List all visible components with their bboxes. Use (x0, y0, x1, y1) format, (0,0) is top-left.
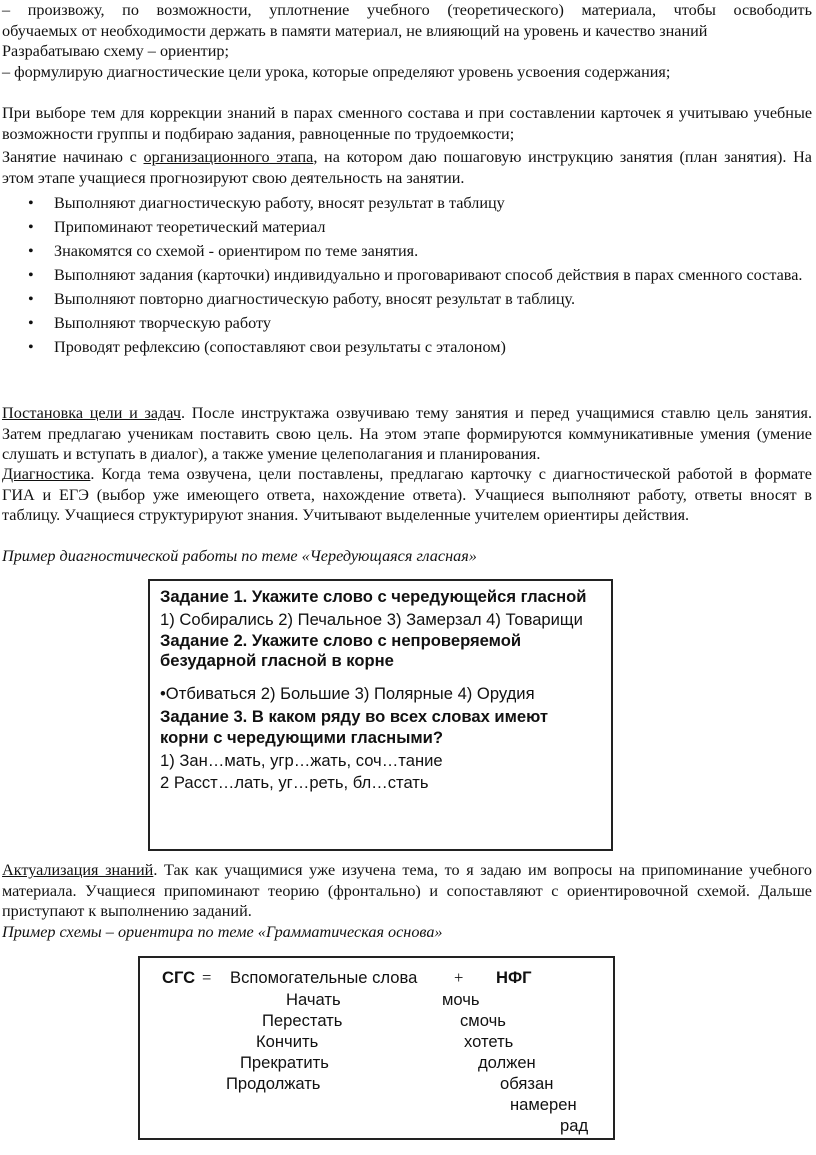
paragraph-organization (2, 147, 812, 188)
scheme-equals: = (202, 968, 212, 987)
scheme-left-word: Кончить (256, 1032, 319, 1051)
intro-line-3: Разрабатываю схему – ориентир; (2, 42, 229, 61)
intro-text (2, 0, 812, 82)
list-item-text: Проводят рефлексию (сопоставляют свои результаты с эталоном) (54, 338, 506, 356)
goal-setting-text: . После инструктажа озвучиваю тему занятия и перед учащимися ставлю цель занятия. Затем предлагаю ученикам поставить свою цель. На этом этапе формируются коммуникативные умения (умение слушать и вступать в диалог), а также умение целеполагания и планирования. (2, 404, 812, 464)
diagnostics-text: . Когда тема озвучена, цели поставлены, предлагаю карточку с диагностической работой в формате ГИА и ЕГЭ (выбор уже имеющего ответа, нахождение ответа). Учащиеся выполняют работу, ответы вносят в таблицу. Учащиеся структурируют знания. Учитывают выделенные учителем ориентиры действия. (2, 465, 812, 525)
intro-line-1: – произвожу, по возможности, уплотнение учебного (теоретического) материала, чтобы освободить (2, 1, 812, 19)
scheme-left-word: Начать (286, 990, 341, 1009)
task-1-heading: Задание 1. Укажите слово с чередующейся гласной (160, 587, 587, 606)
list-item-text: Припоминают теоретический материал (54, 218, 326, 236)
scheme-left-word: Перестать (262, 1011, 343, 1030)
organization-stage-term: организационного этапа (143, 148, 314, 166)
scheme-sgs-label: СГС (162, 968, 196, 987)
paragraph-actualization (2, 860, 812, 922)
task-1-options: 1) Собирались 2) Печальное 3) Замерзал 4) Товарищи (160, 609, 583, 629)
task-3-option-1: 1) Зан…мать, угр…жать, соч…тание (160, 750, 443, 770)
scheme-nfg-label: НФГ (496, 968, 532, 987)
list-item-text: Выполняют повторно диагностическую работу, вносят результат в таблицу. (54, 290, 576, 308)
organization-pre: Занятие начинаю с (2, 148, 144, 166)
caption-scheme-example: Пример схемы – ориентира по теме «Грамматическая основа» (2, 923, 443, 941)
scheme-left-word: Продолжать (226, 1074, 321, 1093)
bullet-icon: • (28, 290, 34, 308)
paragraph-pairs: При выборе тем для коррекции знаний в парах сменного состава и при составлении карточек я учитываю учебные возможности группы и подбираю задания, равноценные по трудоемкости; (2, 104, 812, 143)
list-item (0, 287, 812, 311)
scheme-auxiliary-words: Вспомогательные слова (230, 968, 418, 987)
list-item (0, 263, 812, 287)
task-3-option-2: 2 Расст…лать, уг…реть, бл…стать (160, 773, 429, 793)
paragraph-diagnostics (2, 464, 812, 526)
caption-diagnostic-example: Пример диагностической работы по теме «Чередующаяся гласная» (2, 547, 477, 565)
lesson-steps-list (0, 191, 812, 359)
list-item-text: Выполняют диагностическую работу, вносят результат в таблицу (54, 194, 505, 212)
list-item (0, 239, 812, 263)
scheme-right-word: мочь (442, 990, 480, 1009)
list-item (0, 191, 812, 215)
bullet-icon: • (28, 314, 34, 332)
scheme-right-word: хотеть (464, 1032, 514, 1051)
task-2-options: •Отбиваться 2) Большие 3) Полярные 4) Орудия (160, 684, 535, 704)
scheme-plus: + (454, 968, 464, 987)
list-item-text: Выполняют задания (карточки) индивидуально и проговаривают способ действия в парах сменного состава. (54, 266, 803, 284)
task-2-heading: Задание 2. Укажите слово с непроверяемой безударной гласной в корне (160, 630, 522, 671)
scheme-right-word: намерен (510, 1095, 577, 1114)
scheme-right-word: рад (560, 1116, 589, 1135)
bullet-icon: • (28, 218, 34, 236)
bullet-icon: • (28, 194, 34, 212)
scheme-right-word: смочь (460, 1011, 506, 1030)
scheme-right-word: обязан (500, 1074, 554, 1093)
list-item-text: Знакомятся со схемой - ориентиром по теме занятия. (54, 242, 419, 260)
task-3-heading: Задание 3. В каком ряду во всех словах имеют корни с чередующими гласными? (160, 706, 549, 747)
intro-line-4: – формулирую диагностические цели урока, которые определяют уровень усвоения содержания; (2, 62, 671, 81)
diagnostics-term: Диагностика (2, 465, 91, 483)
actualization-term: Актуализация знаний (2, 861, 154, 879)
bullet-icon: • (28, 242, 34, 260)
bullet-icon: • (28, 266, 34, 284)
paragraph-goal-setting (2, 403, 812, 465)
diagnostic-task-card (148, 579, 613, 851)
list-item (0, 335, 812, 359)
scheme-right-word: должен (478, 1053, 536, 1072)
intro-line-2: обучаемых от необходимости держать в памяти материал, не влияющий на уровень и качество знаний (2, 21, 708, 40)
list-item (0, 311, 812, 335)
list-item (0, 215, 812, 239)
grammar-scheme-card (138, 956, 615, 1140)
goal-setting-term: Постановка цели и задач (2, 404, 181, 422)
bullet-icon: • (28, 338, 34, 356)
actualization-text: . Так как учащимися уже изучена тема, то я задаю им вопросы на припоминание учебного материала. Учащиеся припоминают теорию (фронтально) и сопоставляют с ориентировочной схемой. Дальше приступают к выполнению заданий. (2, 861, 813, 921)
list-item-text: Выполняют творческую работу (54, 314, 271, 332)
organization-post: , на котором даю пошаговую инструкцию занятия (план занятия). На этом этапе учащиеся прогнозируют свою деятельность на занятии. (2, 148, 812, 187)
scheme-left-word: Прекратить (240, 1053, 329, 1072)
